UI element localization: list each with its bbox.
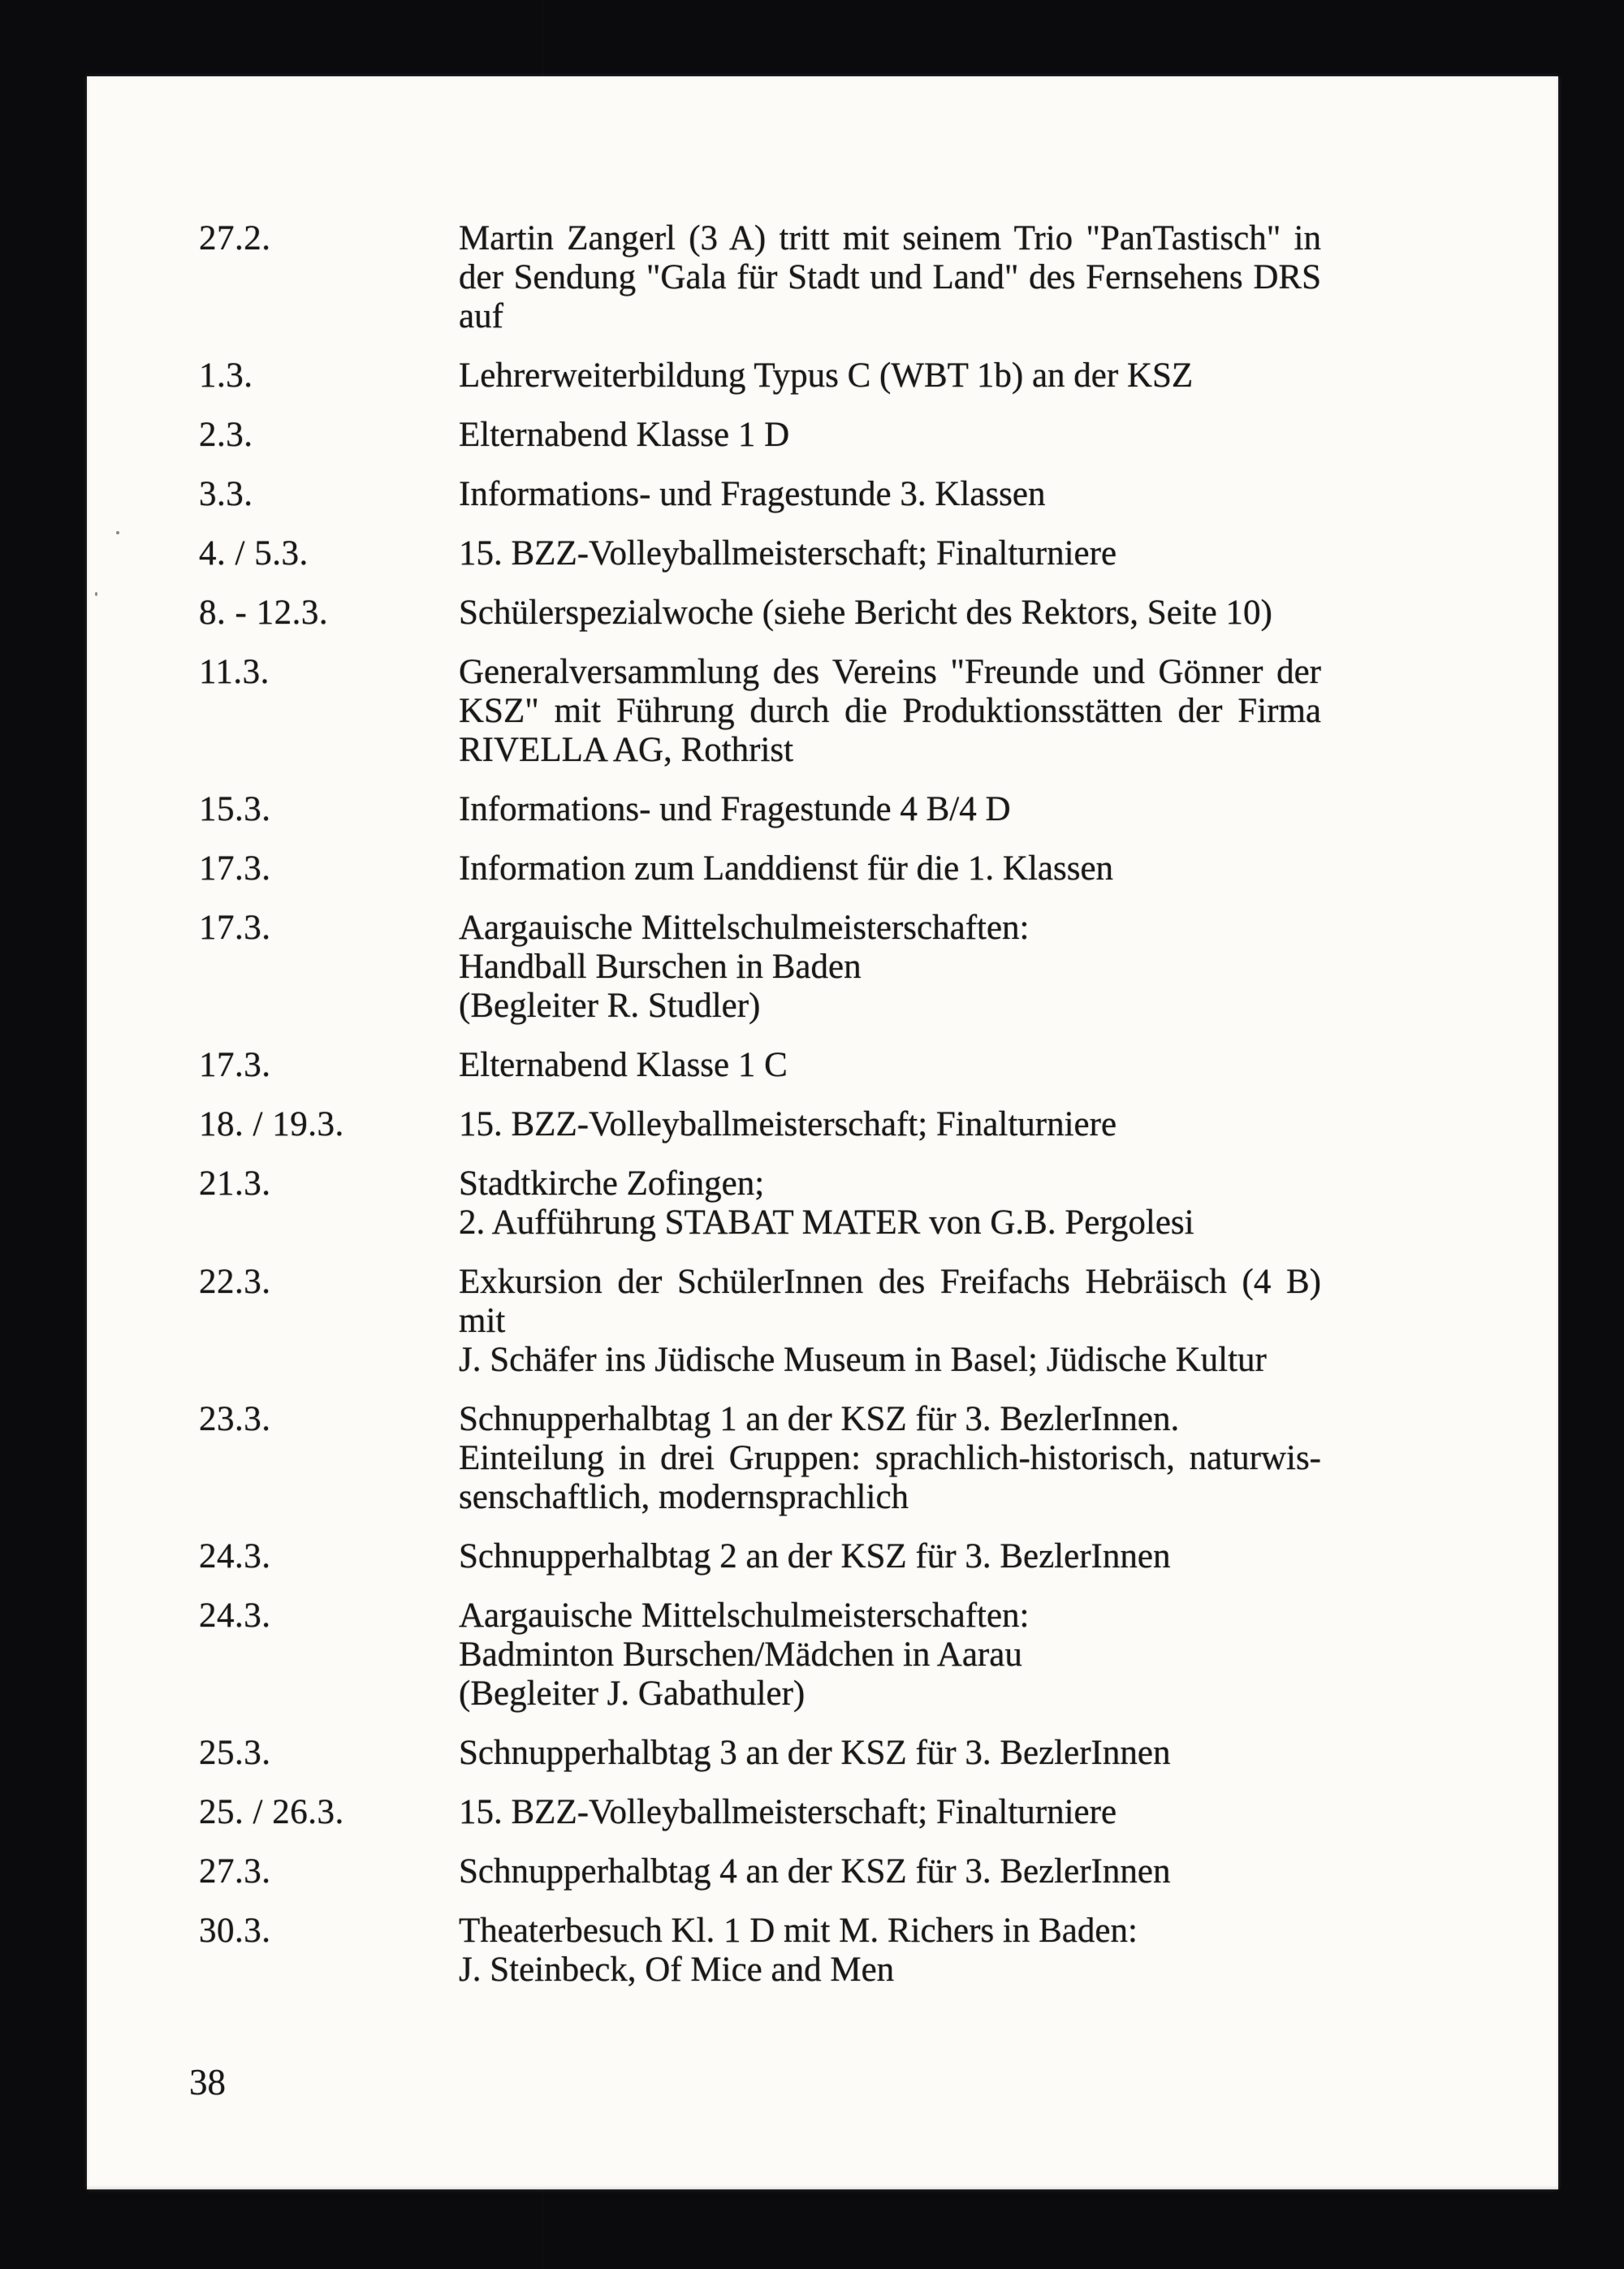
event-entry <box>199 1105 1321 1144</box>
event-line: Elternabend Klasse 1 D <box>459 416 790 454</box>
event-line: Exkursion der SchülerInnen des Freifachs Hebräisch (4 B) mit <box>459 1263 1321 1340</box>
event-line: Lehrerweiterbildung Typus C (WBT 1b) an der KSZ <box>459 357 1194 395</box>
event-entry <box>199 1597 1321 1714</box>
scan-speck <box>116 531 119 534</box>
event-date: 15.3. <box>199 790 271 828</box>
event-entry <box>199 534 1321 573</box>
event-line: Aargauische Mittelschulmeisterschaften: <box>459 1597 1030 1635</box>
event-line: Schnupperhalbtag 1 an der KSZ für 3. BezlerInnen. <box>459 1400 1180 1438</box>
event-entry <box>199 1734 1321 1773</box>
event-description <box>459 219 1321 336</box>
document-page <box>87 76 1558 2189</box>
event-line: Aargauische Mittelschulmeisterschaften: <box>459 909 1030 947</box>
event-line: Martin Zangerl (3 A) tritt mit seinem Trio "PanTastisch" in <box>459 219 1321 257</box>
event-description <box>459 1537 1321 1576</box>
event-description <box>459 653 1321 770</box>
event-entry <box>199 1793 1321 1832</box>
event-description <box>459 534 1321 573</box>
event-description <box>459 909 1321 1026</box>
event-description <box>459 357 1321 395</box>
event-entry <box>199 1537 1321 1576</box>
event-date: 24.3. <box>199 1597 271 1635</box>
event-description <box>459 1912 1321 1990</box>
event-date: 2.3. <box>199 416 253 454</box>
event-description <box>459 1400 1321 1517</box>
event-description <box>459 1105 1321 1144</box>
event-date: 18. / 19.3. <box>199 1105 344 1143</box>
event-entry <box>199 909 1321 1026</box>
event-line: Theaterbesuch Kl. 1 D mit M. Richers in Baden: <box>459 1912 1138 1950</box>
event-entry <box>199 1912 1321 1990</box>
event-line: 15. BZZ-Volleyballmeisterschaft; Finalturniere <box>459 1105 1117 1143</box>
event-line: auf <box>459 297 503 335</box>
event-line: 15. BZZ-Volleyballmeisterschaft; Finalturniere <box>459 1793 1117 1831</box>
event-entry <box>199 1400 1321 1517</box>
event-line: RIVELLA AG, Rothrist <box>459 731 794 769</box>
event-line: der Sendung "Gala für Stadt und Land" des Fernsehens DRS <box>459 258 1321 296</box>
event-description <box>459 849 1321 888</box>
event-description <box>459 1165 1321 1243</box>
event-line: Elternabend Klasse 1 C <box>459 1046 788 1084</box>
event-line: J. Steinbeck, Of Mice and Men <box>459 1951 895 1989</box>
event-line: Einteilung in drei Gruppen: sprachlich-historisch, naturwis- <box>459 1439 1321 1477</box>
event-date: 1.3. <box>199 357 253 395</box>
event-entry <box>199 790 1321 829</box>
event-description <box>459 1734 1321 1773</box>
event-date: 17.3. <box>199 849 271 888</box>
event-line: (Begleiter J. Gabathuler) <box>459 1675 806 1713</box>
event-entry <box>199 357 1321 395</box>
event-entry <box>199 594 1321 633</box>
event-line: Handball Burschen in Baden <box>459 948 862 986</box>
event-line: senschaftlich, modernsprachlich <box>459 1478 909 1516</box>
event-line: Informations- und Fragestunde 4 B/4 D <box>459 790 1011 828</box>
event-date: 21.3. <box>199 1165 271 1203</box>
event-line: Schülerspezialwoche (siehe Bericht des Rektors, Seite 10) <box>459 594 1272 632</box>
event-date: 25. / 26.3. <box>199 1793 344 1831</box>
event-line: J. Schäfer ins Jüdische Museum in Basel; Jüdische Kultur <box>459 1341 1267 1379</box>
event-date: 22.3. <box>199 1263 271 1301</box>
event-line: Stadtkirche Zofingen; <box>459 1165 765 1203</box>
scan-speck <box>95 592 97 596</box>
event-line: Schnupperhalbtag 4 an der KSZ für 3. BezlerInnen <box>459 1852 1171 1891</box>
event-entry <box>199 1046 1321 1085</box>
event-entry <box>199 1263 1321 1380</box>
event-description <box>459 594 1321 633</box>
event-entry <box>199 219 1321 336</box>
event-date: 3.3. <box>199 475 253 513</box>
page-number: 38 <box>189 2062 226 2103</box>
event-date: 25.3. <box>199 1734 271 1772</box>
event-description <box>459 1597 1321 1714</box>
event-line: Generalversammlung des Vereins "Freunde und Gönner der <box>459 653 1321 691</box>
event-line: Schnupperhalbtag 3 an der KSZ für 3. BezlerInnen <box>459 1734 1171 1772</box>
event-date: 27.2. <box>199 219 271 257</box>
event-entry <box>199 1852 1321 1891</box>
event-date: 30.3. <box>199 1912 271 1950</box>
event-list <box>199 219 1321 1990</box>
event-line: 15. BZZ-Volleyballmeisterschaft; Finalturniere <box>459 534 1117 573</box>
event-line: 2. Aufführung STABAT MATER von G.B. Pergolesi <box>459 1204 1194 1242</box>
event-line: Badminton Burschen/Mädchen in Aarau <box>459 1636 1022 1674</box>
event-line: (Begleiter R. Studler) <box>459 987 761 1025</box>
event-description <box>459 1793 1321 1832</box>
event-entry <box>199 475 1321 514</box>
event-line: Information zum Landdienst für die 1. Klassen <box>459 849 1114 888</box>
event-date: 11.3. <box>199 653 270 691</box>
event-line: Schnupperhalbtag 2 an der KSZ für 3. BezlerInnen <box>459 1537 1171 1575</box>
event-date: 8. - 12.3. <box>199 594 329 632</box>
event-date: 24.3. <box>199 1537 271 1575</box>
event-date: 27.3. <box>199 1852 271 1891</box>
event-date: 17.3. <box>199 909 271 947</box>
event-entry <box>199 653 1321 770</box>
event-description <box>459 1263 1321 1380</box>
event-entry <box>199 416 1321 455</box>
event-description <box>459 475 1321 514</box>
event-date: 4. / 5.3. <box>199 534 309 573</box>
event-date: 17.3. <box>199 1046 271 1084</box>
event-description <box>459 1852 1321 1891</box>
event-line: Informations- und Fragestunde 3. Klassen <box>459 475 1046 513</box>
event-entry <box>199 849 1321 888</box>
event-description <box>459 790 1321 829</box>
event-description <box>459 1046 1321 1085</box>
event-date: 23.3. <box>199 1400 271 1438</box>
event-line: KSZ" mit Führung durch die Produktionsstätten der Firma <box>459 692 1321 730</box>
event-description <box>459 416 1321 455</box>
event-entry <box>199 1165 1321 1243</box>
